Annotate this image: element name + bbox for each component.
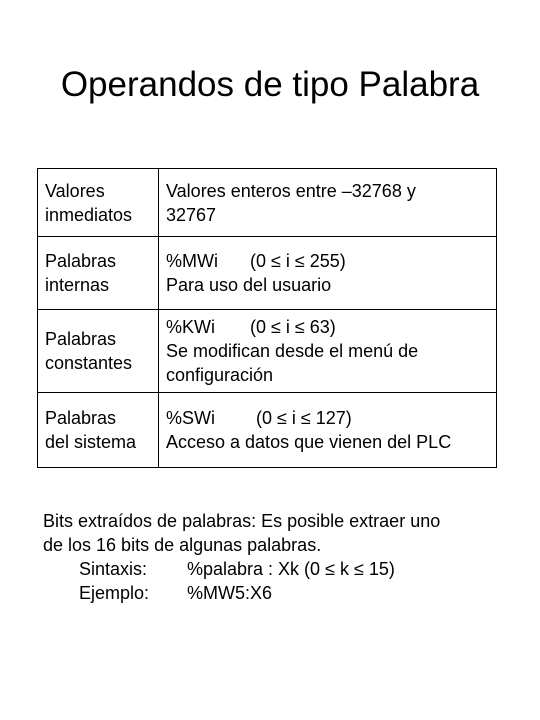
table-row [38,393,497,468]
row-desc-line: Se modifican desde el menú de [166,341,419,361]
row-desc-line: Acceso a datos que vienen del PLC [166,432,452,452]
row-description [159,393,497,468]
row-label-line: Palabras [45,408,117,428]
row-desc-line: 32767 [166,204,217,225]
example-value: %MW5:X6 [187,583,273,603]
example-line [43,581,440,605]
row-label-line: internas [45,275,110,295]
syntax-value: %palabra : Xk (0 ≤ k ≤ 15) [187,559,395,579]
operand-range: (0 ≤ i ≤ 255) [250,251,346,271]
table-row [38,237,497,310]
row-label-line: Valores [45,180,105,201]
syntax-line [43,557,440,581]
table-row [38,310,497,393]
example-label: Ejemplo: [79,583,150,603]
bits-paragraph-line: Bits extraídos de palabras: Es posible extraer uno [43,511,441,531]
operand-code: %SWi [166,408,215,428]
operand-line [166,249,496,273]
operand-range: (0 ≤ i ≤ 127) [256,408,352,428]
row-label-line: Palabras [45,329,117,349]
row-label [38,169,159,237]
operand-code: %KWi [166,317,215,337]
row-description [159,310,497,393]
page-title: Operandos de tipo Palabra [60,65,480,104]
row-label-line: del sistema [45,432,137,452]
row-label [38,393,159,468]
row-desc-line: configuración [166,365,274,385]
syntax-label: Sintaxis: [79,559,148,579]
row-label [38,237,159,310]
operand-range: (0 ≤ i ≤ 63) [250,317,336,337]
row-label-line: inmediatos [45,204,133,225]
bits-section [43,509,440,605]
row-description [159,237,497,310]
row-desc-line: Valores enteros entre –32768 y [166,180,416,201]
operands-table [37,168,497,468]
operand-code: %MWi [166,251,218,271]
row-desc-line: Para uso del usuario [166,275,332,295]
row-description [159,169,497,237]
operand-line [166,315,496,339]
row-label-line: constantes [45,353,133,373]
table-row [38,169,497,237]
bits-paragraph-line: de los 16 bits de algunas palabras. [43,535,322,555]
operand-line [166,406,496,430]
row-label-line: Palabras [45,251,117,271]
row-label [38,310,159,393]
